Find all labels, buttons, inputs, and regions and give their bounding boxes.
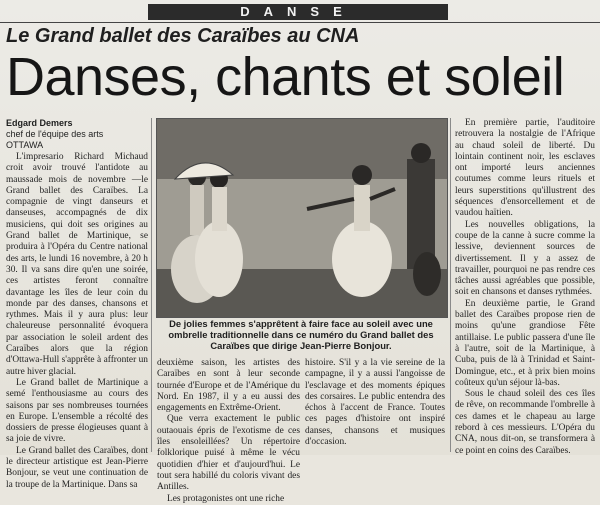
paragraph: Les protagonistes ont une riche <box>167 493 285 504</box>
article-column-2 <box>157 358 300 504</box>
top-rule <box>0 22 600 23</box>
kicker: Le Grand ballet des Caraïbes au CNA <box>6 25 360 47</box>
headline: Danses, chants et soleil <box>6 47 565 107</box>
paragraph: Que verra exactement le public outaouais épris de l'exotisme de ces îles ensoleillées? Un répertoire folklorique puisé à même le vécu quotidien d'hier et d'aujourd'hui. Le tout sera habillé du coloris vivant des Antilles. <box>157 414 300 493</box>
dancers-photo <box>156 118 448 318</box>
paragraph: L'impresario Richard Michaud croit avoir trouvé l'antidote au maussade mois de novembre —le Grand ballet des Caraïbes. La compagnie de vingt danseurs et danseuses, accompagnés de dix musiciens, qui doit ses origines au Grand ballet de Martinique, se produira à l'Opéra du Centre national des arts, le lundi 16 novembre, à 20 h 30. Il va sans dire qu'en une soirée, ces artistes feront connaître davantage les îles de leur coin du monde par des danses, chansons et rythmes. Mais il y aura plus: leur chaleureuse personnalité évoquera par association le soleil ardent des Caraïbes alors que la région d'Ottawa-Hull s'apprête à affronter un autre hiver glacial. <box>6 152 148 377</box>
paragraph: deuxième saison, les artistes des Caraïbes en sont à leur seconde tournée d'Europe et de l'Amérique du Nord. En 1987, il y a eu aussi des engagements en Extrême-Orient. <box>157 358 300 414</box>
paragraph: Sous le chaud soleil des ces îles de rêve, on recommande l'ombrelle à ces dames et le chapeau au large rebord à ces messieurs. L'Opéra du CNA, nous dit-on, se transformera à ce point en coins des Caraïbes. <box>455 389 595 456</box>
paragraph: Le Grand ballet des Caraïbes, dont le directeur artistique est Jean-Pierre Bonjour, se veut une continuation de la troupe de la Martinique. Dans sa <box>6 445 148 490</box>
author-name: Edgard Demers <box>6 118 73 128</box>
paragraph: En première partie, l'auditoire retrouvera la nostalgie de l'Afrique au chaud soleil de liberté. Du lointain continent noir, les esclaves ont importé leurs anciennes coutumes comme leurs rituels et leurs superstitions qu'illustrent des séquences d'ensorcellement et de vaudou haïtien. <box>455 118 595 219</box>
paragraph: histoire. S'il y a la vie sereine de la campagne, il y a aussi l'angoisse de l'esclavage et des moments épiques des corsaires. Le public entendra des échos à l'accent de France. Toutes ces pages d'histoire ont inspiré danses, chansons et musiques d'occasion. <box>305 358 445 448</box>
photo-caption: De jolies femmes s'apprêtent à faire face au soleil avec une ombrelle traditionnelle dans ce numéro du Grand ballet des Caraïbes que dirige Jean-Pierre Bonjour. <box>168 318 434 351</box>
dancers-photo-icon <box>157 119 447 317</box>
column-divider <box>450 118 451 452</box>
article-column-3 <box>305 358 445 454</box>
column-divider <box>151 118 152 452</box>
dateline: OTTAWA <box>6 140 44 150</box>
author-role: chef de l'équipe des arts <box>6 129 104 139</box>
article-column-1 <box>6 152 148 490</box>
article-column-4 <box>455 118 595 454</box>
section-label: DANSE <box>148 4 448 20</box>
paragraph: En deuxième partie, le Grand ballet des Caraïbes propose rien de moins qu'une grandiose Fête antillaise. Le public passera d'une île à l'autre, soit de la Martinique, à Cuba, puis de là à Trinidad et Saint-Domingue, etc., et à prix bien moins coûteux qu'un séjour là-bas. <box>455 298 595 388</box>
paragraph: Le Grand ballet de Martinique a semé l'enthousiasme au cours des saisons par ses nombreuses tournées en Europe. L'ensemble a récolté des dossiers de presse élogieuses quant à sa joie de vivre. <box>6 377 148 445</box>
paragraph: Les nouvelles obligations, la coupe de la canne à sucre comme la lessive, deviennent sources de divertissement. Il y a assez de travailler, pourquoi ne pas rendre ces tâches aussi agréables que possible, soit en chansons et danses rythmées. <box>455 219 595 298</box>
byline <box>6 118 146 151</box>
